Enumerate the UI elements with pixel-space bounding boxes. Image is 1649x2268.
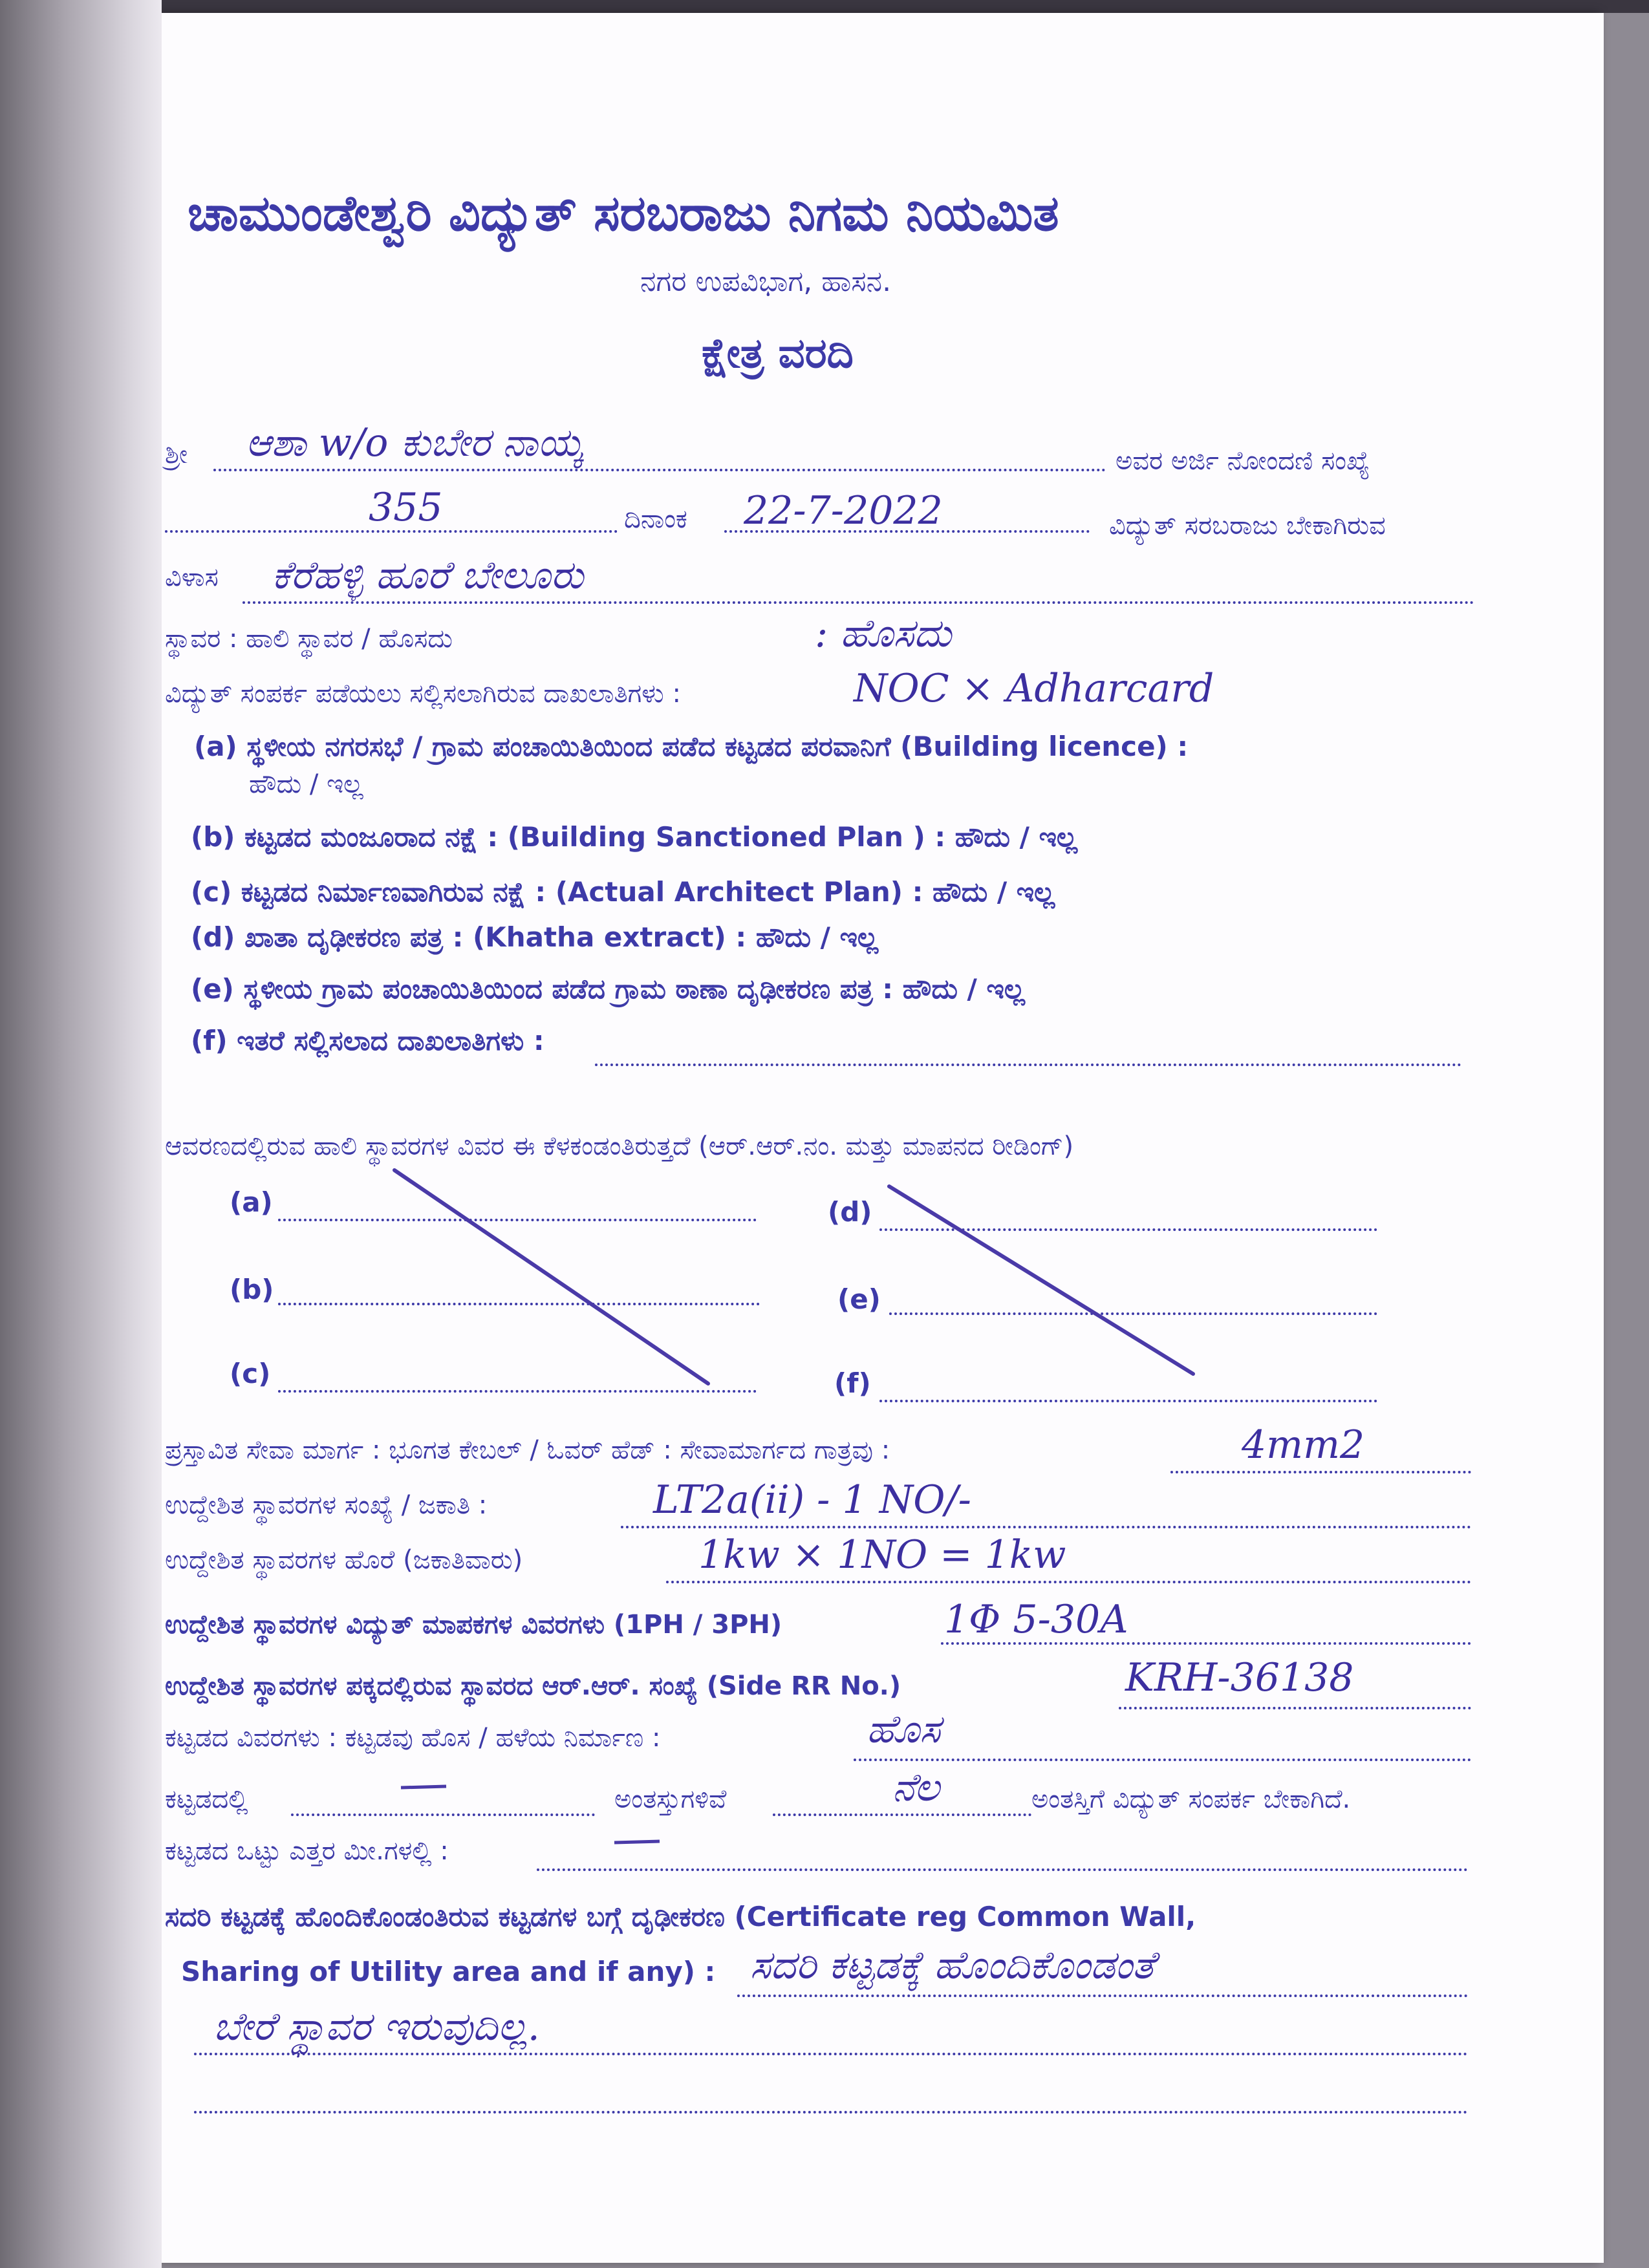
floors-line-1 xyxy=(291,1813,595,1816)
floors-value-2: ನೆಲ xyxy=(892,1765,940,1810)
installation-label: ಸ್ಥಾವರ : ಹಾಲಿ ಸ್ಥಾವರ / ಹೊಸದು xyxy=(165,624,453,654)
load-line xyxy=(666,1581,1471,1583)
height-dash xyxy=(614,1841,660,1843)
meter-value: 1Φ 5-30A xyxy=(944,1597,1128,1642)
org-subtitle: ನಗರ ಉಪವಿಭಾಗ, ಹಾಸನ. xyxy=(640,265,892,298)
doc-a-options: ಹೌದು / ಇಲ್ಲ xyxy=(249,769,363,799)
floors-line-2 xyxy=(773,1813,1031,1816)
tariff-label: ಉದ್ದೇಶಿತ ಸ್ಥಾವರಗಳ ಸಂಖ್ಯೆ / ಜಕಾತಿ : xyxy=(165,1490,488,1520)
height-label: ಕಟ್ಟಡದ ಒಟ್ಟು ಎತ್ತರ ಮೀ.ಗಳಲ್ಲಿ : xyxy=(165,1836,449,1866)
supply-label: ವಿದ್ಯುತ್ ಸರಬರಾಜು ಬೇಕಾಗಿರುವ xyxy=(1109,511,1386,540)
meter-line xyxy=(941,1642,1471,1645)
building-line xyxy=(854,1759,1471,1761)
floors-label-2: ಅಂತಸ್ತುಗಳಿವೆ xyxy=(614,1784,727,1814)
existing-b: (b) xyxy=(230,1274,274,1305)
common-value-2: ಬೇರೆ ಸ್ಥಾವರ ಇರುವುದಿಲ್ಲ. xyxy=(213,2004,540,2049)
doc-a: (a) ಸ್ಥಳೀಯ ನಗರಸಭೆ / ಗ್ರಾಮ ಪಂಚಾಯಿತಿಯಿಂದ ಪಡೆದ ಕಟ್ಟಡದ ಪರವಾನಿಗೆ (Building licence) : xyxy=(194,731,1189,762)
existing-a: (a) xyxy=(230,1186,273,1218)
strike-line-left xyxy=(394,1170,708,1384)
installation-value: : ಹೊಸದು xyxy=(815,611,952,656)
existing-c: (c) xyxy=(230,1358,271,1389)
doc-c: (c) ಕಟ್ಟಡದ ನಿರ್ಮಾಣವಾಗಿರುವ ನಕ್ಷೆ : (Actual Architect Plan) : ಹೌದು / ಇಲ್ಲ xyxy=(191,876,1055,908)
side-rr-value: KRH-36138 xyxy=(1125,1655,1354,1700)
meter-label: ಉದ್ದೇಶಿತ ಸ್ಥಾವರಗಳ ವಿದ್ಯುತ್ ಮಾಪಕಗಳ ವಿವರಗಳು (1PH / 3PH) xyxy=(165,1610,782,1640)
documents-label: ವಿದ್ಯುತ್ ಸಂಪರ್ಕ ಪಡೆಯಲು ಸಲ್ಲಿಸಲಾಗಿರುವ ದಾಖಲಾತಿಗಳು : xyxy=(165,679,681,709)
floors-label-1: ಕಟ್ಟಡದಲ್ಲಿ xyxy=(165,1784,248,1814)
date-value: 22-7-2022 xyxy=(744,488,943,533)
existing-e: (e) xyxy=(837,1283,881,1315)
common-line-2 xyxy=(194,2053,1468,2055)
applicant-name: ಆಶಾ w/o ಕುಬೇರ ನಾಯ್ಕ xyxy=(246,420,583,465)
org-title: ಚಾಮುಂಡೇಶ್ವರಿ ವಿದ್ಯುತ್ ಸರಬರಾಜು ನಿಗಮ ನಿಯಮಿತ xyxy=(188,184,1059,242)
doc-title: ಕ್ಷೇತ್ರ ವರದಿ xyxy=(702,330,854,378)
building-value: ಹೊಸ xyxy=(867,1707,941,1752)
common-value-1: ಸದರಿ ಕಟ್ಟಡಕ್ಕೆ ಹೊಂದಿಕೊಂಡಂತೆ xyxy=(750,1943,1155,1988)
tariff-value: LT2a(ii) - 1 NO/- xyxy=(653,1477,971,1523)
reg-no-label: ಅವರ ಅರ್ಜಿ ನೋಂದಣಿ ಸಂಖ್ಯೆ xyxy=(1116,446,1370,476)
address-value: ಕೆರೆಹಳ್ಳಿ ಹೂರೆ ಬೇಲೂರು xyxy=(272,553,584,598)
load-value: 1kw × 1NO = 1kw xyxy=(698,1532,1066,1578)
side-rr-line xyxy=(1119,1707,1471,1709)
load-label: ಉದ್ದೇಶಿತ ಸ್ಥಾವರಗಳ ಹೊರೆ (ಜಕಾತಿವಾರು) xyxy=(165,1545,523,1575)
common-line-3 xyxy=(194,2111,1468,2113)
reg-no: 355 xyxy=(369,485,443,530)
tariff-line xyxy=(621,1526,1471,1528)
address-label: ವಿಳಾಸ xyxy=(165,562,219,592)
doc-f: (f) ಇತರೆ ಸಲ್ಲಿಸಲಾದ ದಾಖಲಾತಿಗಳು : xyxy=(191,1025,544,1056)
existing-f: (f) xyxy=(834,1367,871,1399)
doc-e: (e) ಸ್ಥಳೀಯ ಗ್ರಾಮ ಪಂಚಾಯಿತಿಯಿಂದ ಪಡೆದ ಗ್ರಾಮ ಠಾಣಾ ದೃಢೀಕರಣ ಪತ್ರ : ಹೌದು / ಇಲ್ಲ xyxy=(191,973,1026,1005)
strike-line-right xyxy=(889,1186,1193,1374)
floors-dash xyxy=(401,1786,446,1788)
existing-label: ಆವರಣದಲ್ಲಿರುವ ಹಾಲಿ ಸ್ಥಾವರಗಳ ವಿವರ ಈ ಕೆಳಕಂಡಂತಿರುತ್ತದೆ (ಆರ್.ಆರ್.ನಂ. ಮತ್ತು ಮಾಪನದ ರೀಡಿಂಗ್) xyxy=(165,1131,1074,1161)
common-line-1 xyxy=(737,1995,1468,1997)
common-label: ಸದರಿ ಕಟ್ಟಡಕ್ಕೆ ಹೊಂದಿಕೊಂಡಂತಿರುವ ಕಟ್ಟಡಗಳ ಬಗ್ಗೆ ದೃಢೀಕರಣ (Certificate reg Common Wall, xyxy=(165,1901,1196,1932)
height-line xyxy=(537,1868,1468,1871)
doc-d: (d) ಖಾತಾ ದೃಢೀಕರಣ ಪತ್ರ : (Khatha extract) : ಹೌದು / ಇಲ್ಲ xyxy=(191,921,879,953)
service-line xyxy=(1170,1471,1471,1473)
common-label-2: Sharing of Utility area and if any) : xyxy=(181,1956,716,1987)
service-value: 4mm2 xyxy=(1242,1422,1365,1468)
documents-value: NOC × Adharcard xyxy=(854,666,1214,711)
applicant-prefix: ಶ್ರೀ xyxy=(165,440,188,469)
service-label: ಪ್ರಸ್ತಾವಿತ ಸೇವಾ ಮಾರ್ಗ : ಭೂಗತ ಕೇಬಲ್ / ಓವರ್ ಹೆಡ್ : ಸೇವಾಮಾರ್ಗದ ಗಾತ್ರವು : xyxy=(165,1435,890,1465)
side-rr-label: ಉದ್ದೇಶಿತ ಸ್ಥಾವರಗಳ ಪಕ್ಕದಲ್ಲಿರುವ ಸ್ಥಾವರದ ಆರ್.ಆರ್. ಸಂಖ್ಯೆ (Side RR No.) xyxy=(165,1671,901,1701)
date-label: ದಿನಾಂಕ xyxy=(624,504,687,534)
building-label: ಕಟ್ಟಡದ ವಿವರಗಳು : ಕಟ್ಟಡವು ಹೊಸ / ಹಳೆಯ ನಿರ್ಮಾಣ : xyxy=(165,1723,661,1753)
doc-b: (b) ಕಟ್ಟಡದ ಮಂಜೂರಾದ ನಕ್ಷೆ : (Building Sanctioned Plan ) : ಹೌದು / ಇಲ್ಲ xyxy=(191,821,1078,853)
existing-d: (d) xyxy=(828,1196,872,1228)
floors-label-3: ಅಂತಸ್ತಿಗೆ ವಿದ್ಯುತ್ ಸಂಪರ್ಕ ಬೇಕಾಗಿದೆ. xyxy=(1031,1784,1351,1814)
